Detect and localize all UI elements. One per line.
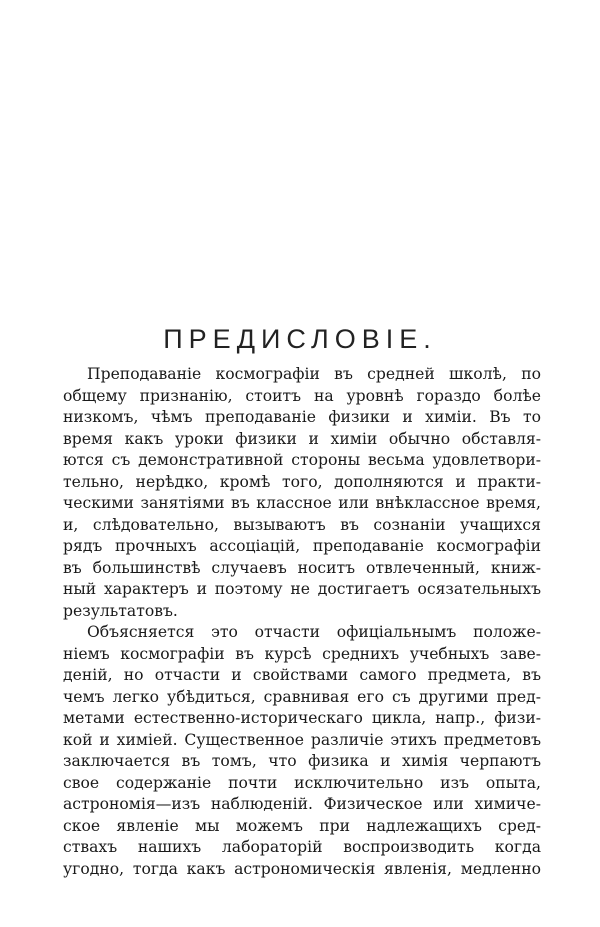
text-line: заключается въ томъ, что физика и химiя черпаютъ [63,752,541,770]
text-line: кой и химiей. Существенное различie этихъ предметовъ [63,730,541,749]
text-line: низкомъ, чѣмъ преподаванie физики и химiи. Въ то [63,408,541,426]
text-line: чемъ легко убѣдиться, сравнивая его съ другими пред- [63,687,541,706]
text-line: въ большинствѣ случаевъ носитъ отвлеченный, книж- [63,558,541,577]
page-title: ПРЕДИСЛОВІЕ. [163,324,437,355]
text-line: ствахъ нашихъ лабораторiй воспроизводить когда [63,838,541,856]
text-line: общему признанiю, стоитъ на уровнѣ гораздо болѣе [63,386,541,405]
text-line: и, слѣдовательно, вызываютъ въ сознанiи учащихся [63,515,541,534]
text-line: тельно, нерѣдко, кромѣ того, дополняются и практи- [63,472,541,491]
text-line: ческими занятiями въ классное или внѣклассное время, [63,494,541,512]
text-line: денiй, но отчасти и свойствами самого предмета, въ [63,666,541,684]
text-line: Объясняется это отчасти офицiальнымъ положе- [87,623,541,641]
text-line: ское явленie мы можемъ при надлежащихъ сред- [63,816,541,835]
text-line: результатовъ. [63,601,178,620]
text-line: свое содержанie почти исключительно изъ опыта, [63,773,541,792]
text-line: время какъ уроки физики и химiи обычно обставля- [63,429,541,448]
text-line: ный характеръ и поэтому не достигаетъ осязательныхъ [63,580,541,598]
text-line: астрономiя—изъ наблюденiй. Физическое или химиче- [63,795,541,813]
text-line: рядъ прочныхъ ассоцiацiй, преподаванie космографiи [63,537,541,555]
preface-body [63,364,541,880]
text-line: нiемъ космографiи въ курсѣ среднихъ учебныхъ заве- [63,644,541,663]
text-line: метами естественно-историческаго цикла, напр., физи- [63,709,541,727]
text-line: Преподаванie космографiи въ средней школѣ, по [87,365,541,383]
text-line: ются съ демонстративной стороны весьма удовлетвори- [63,451,541,469]
text-line: угодно, тогда какъ астрономическiя явленiя, медленно [63,859,541,878]
